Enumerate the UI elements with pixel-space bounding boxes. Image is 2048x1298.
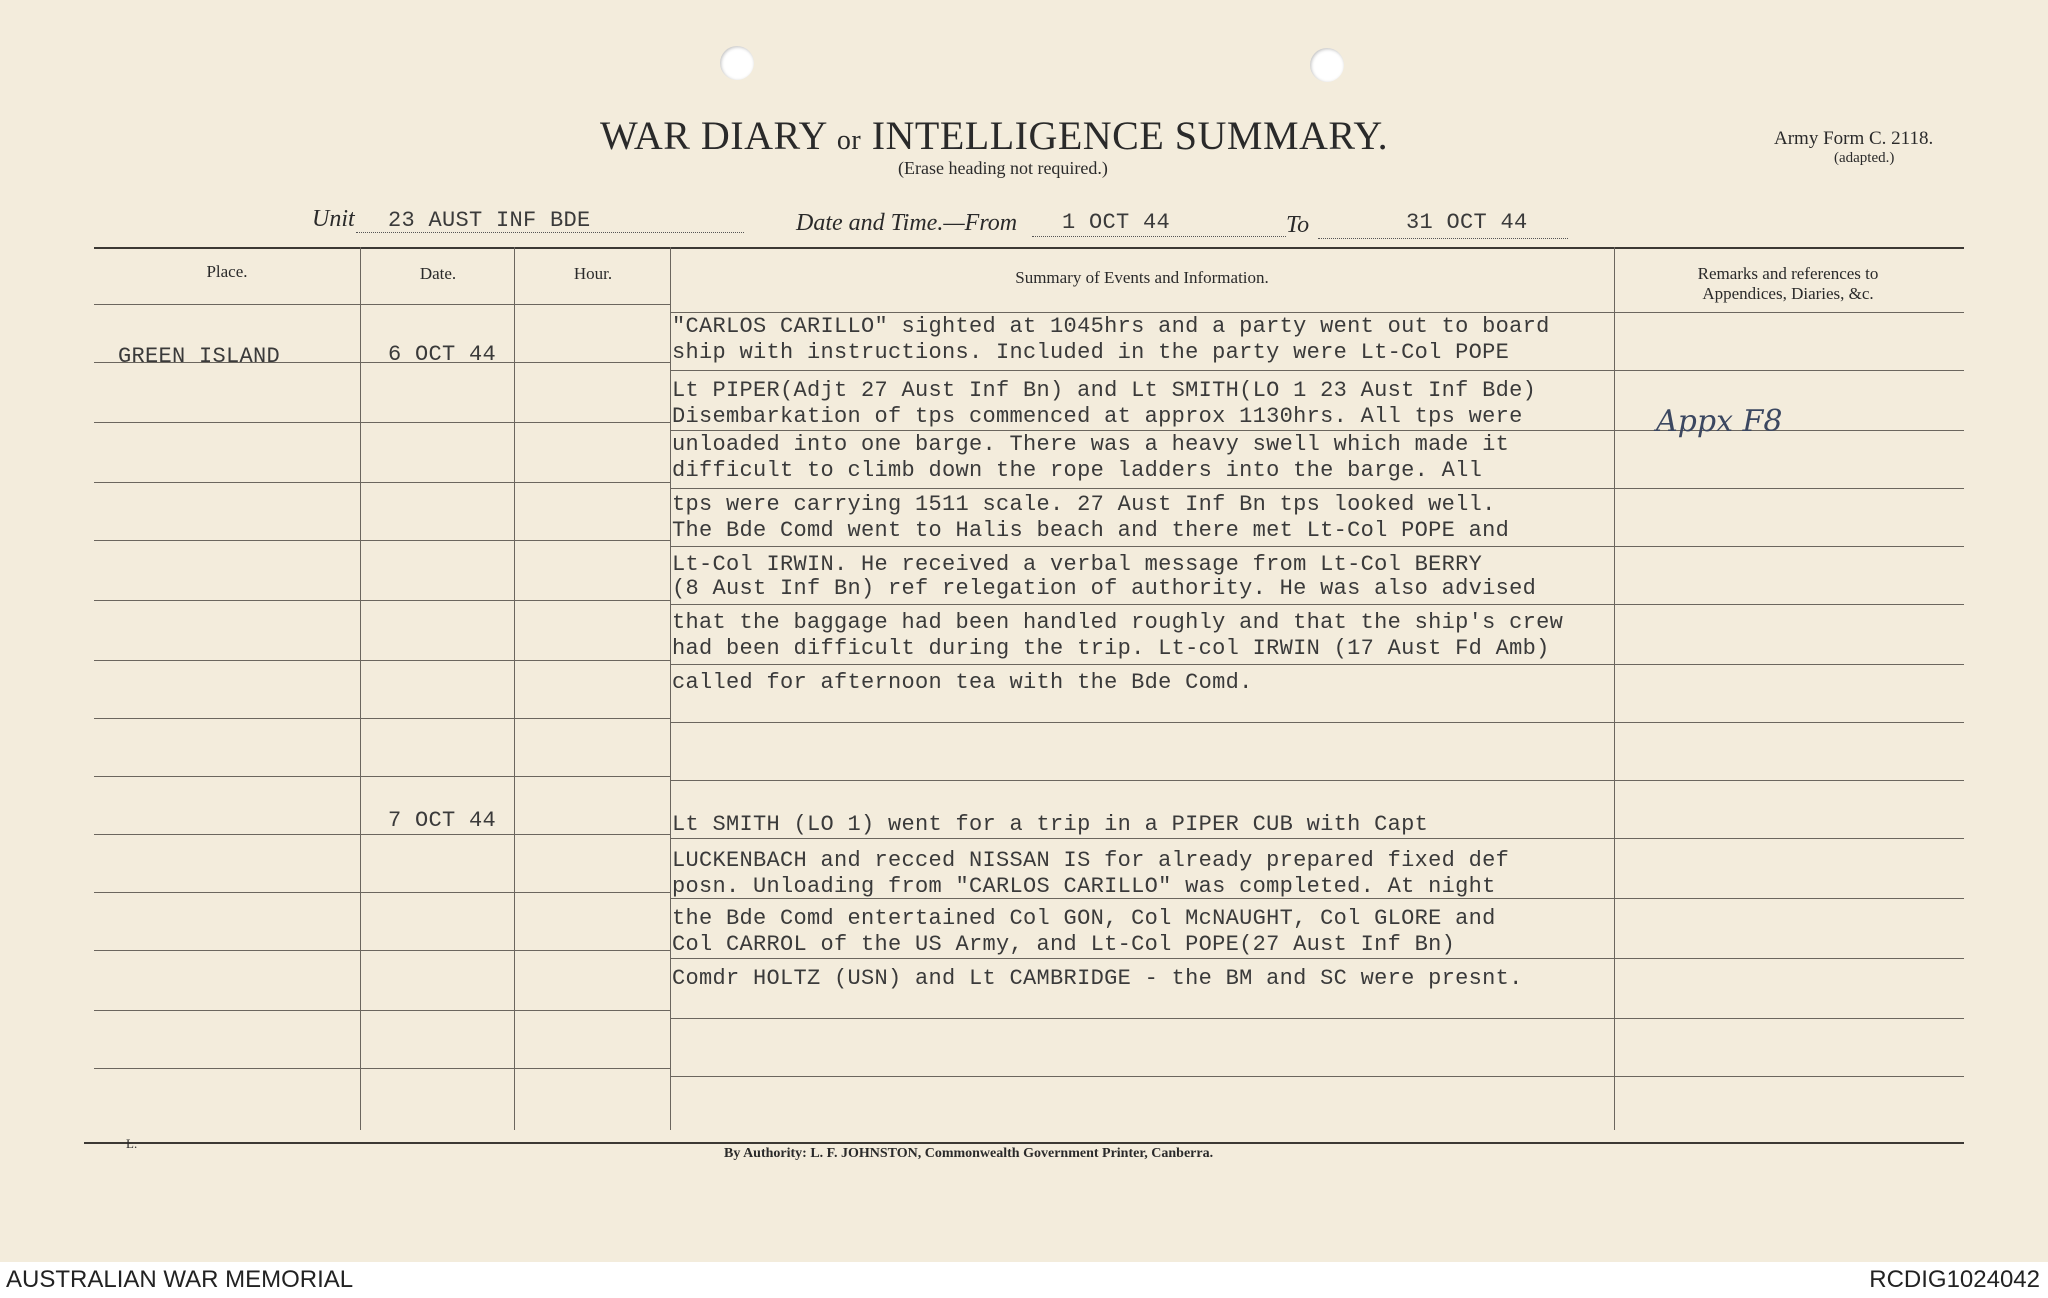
summary-line: Disembarkation of tps commenced at approx 1130hrs. All tps were [672, 404, 1523, 429]
ruled-line [670, 1076, 1964, 1077]
summary-line: difficult to climb down the rope ladders into the barge. All [672, 458, 1483, 483]
ruled-line [94, 482, 670, 483]
summary-line: "CARLOS CARILLO" sighted at 1045hrs and a party went out to board [672, 314, 1550, 339]
summary-line: ship with instructions. Included in the party were Lt-Col POPE [672, 340, 1510, 365]
ruled-line [670, 1018, 1964, 1019]
ruled-line [94, 1010, 670, 1011]
unit-label: Unit [312, 206, 355, 232]
ruled-line [94, 834, 670, 835]
title-war-diary: WAR DIARY [600, 113, 827, 158]
summary-line: called for afternoon tea with the Bde Comd. [672, 670, 1253, 695]
ruled-line [94, 1068, 670, 1069]
header-remarks-line1: Remarks and references to [1697, 264, 1879, 283]
summary-line: had been difficult during the trip. Lt-col IRWIN (17 Aust Fd Amb) [672, 636, 1550, 661]
summary-line: unloaded into one barge. There was a heavy swell which made it [672, 432, 1510, 457]
entry-remark-handwritten: Appx F8 [1656, 404, 1783, 439]
army-form-number: Army Form C. 2118. [1774, 128, 1934, 149]
ruled-line [670, 312, 1964, 313]
unit-value: 23 AUST INF BDE [388, 208, 591, 233]
ruled-line [94, 950, 670, 951]
column-divider-summary [1614, 247, 1615, 1130]
column-divider-date [514, 247, 515, 1130]
title-or: or [836, 125, 862, 156]
header-date: Date. [419, 264, 457, 283]
ruled-line [670, 604, 1964, 605]
date-to-label: To [1286, 212, 1310, 238]
summary-line: Lt SMITH (LO 1) went for a trip in a PIPER CUB with Capt [672, 812, 1429, 837]
form-mark: L. [126, 1136, 138, 1151]
table-bottom-rule [84, 1142, 1964, 1144]
summary-line: Lt PIPER(Adjt 27 Aust Inf Bn) and Lt SMITH(LO 1 23 Aust Inf Bde) [672, 378, 1537, 403]
summary-line: Lt-Col IRWIN. He received a verbal message from Lt-Col BERRY [672, 552, 1483, 577]
ruled-line [670, 958, 1964, 959]
column-divider-hour [670, 247, 671, 1130]
column-divider-place [360, 247, 361, 1130]
archive-caption-right: RCDIG1024042 [1869, 1266, 2040, 1293]
date-to-value: 31 OCT 44 [1406, 210, 1528, 235]
ruled-line [94, 892, 670, 893]
summary-line: Col CARROL of the US Army, and Lt-Col POPE(27 Aust Inf Bn) [672, 932, 1456, 957]
punch-hole-left [720, 46, 754, 80]
summary-line: the Bde Comd entertained Col GON, Col McNAUGHT, Col GLORE and [672, 906, 1496, 931]
summary-line: posn. Unloading from "CARLOS CARILLO" was completed. At night [672, 874, 1496, 899]
printer-authority: By Authority: L. F. JOHNSTON, Commonwealth Government Printer, Canberra. [724, 1146, 1214, 1161]
summary-line: tps were carrying 1511 scale. 27 Aust Inf Bn tps looked well. [672, 492, 1496, 517]
entry-date: 6 OCT 44 [388, 342, 497, 367]
header-place: Place. [206, 262, 248, 281]
table-top-rule [94, 247, 1964, 249]
archive-caption-left: AUSTRALIAN WAR MEMORIAL [6, 1266, 354, 1293]
header-remarks-line2: Appendices, Diaries, &c. [1702, 284, 1874, 303]
ruled-line [94, 540, 670, 541]
ruled-line [670, 370, 1964, 371]
army-form-adapted: (adapted.) [1834, 150, 1895, 166]
date-from-value: 1 OCT 44 [1062, 210, 1171, 235]
date-from-dotted-line [1032, 236, 1286, 237]
summary-line: Comdr HOLTZ (USN) and Lt CAMBRIDGE - the BM and SC were presnt. [672, 966, 1523, 991]
summary-line: The Bde Comd went to Halis beach and there met Lt-Col POPE and [672, 518, 1510, 543]
ruled-line [94, 304, 670, 305]
entry-place: GREEN ISLAND [118, 344, 281, 369]
title-intelligence-summary: INTELLIGENCE SUMMARY. [871, 113, 1389, 158]
ruled-line [670, 664, 1964, 665]
ruled-line [670, 722, 1964, 723]
summary-line: that the baggage had been handled roughly and that the ship's crew [672, 610, 1564, 635]
punch-hole-right [1310, 48, 1344, 82]
title-subtitle: (Erase heading not required.) [898, 158, 1108, 178]
ruled-line [94, 660, 670, 661]
ruled-line [670, 488, 1964, 489]
ruled-line [94, 422, 670, 423]
entry-date: 7 OCT 44 [388, 808, 497, 833]
ruled-line [94, 776, 670, 777]
ruled-line [670, 780, 1964, 781]
header-summary: Summary of Events and Information. [1015, 268, 1269, 287]
page-title [600, 112, 1388, 159]
date-from-label: Date and Time.—From [796, 210, 1018, 236]
summary-line: (8 Aust Inf Bn) ref relegation of authority. He was also advised [672, 576, 1537, 601]
header-remarks [1616, 264, 1960, 304]
ruled-line [94, 600, 670, 601]
summary-line: LUCKENBACH and recced NISSAN IS for already prepared fixed def [672, 848, 1510, 873]
ruled-line [94, 718, 670, 719]
ruled-line [670, 546, 1964, 547]
header-hour: Hour. [573, 264, 613, 283]
date-to-dotted-line [1318, 238, 1568, 239]
ruled-line [670, 838, 1964, 839]
